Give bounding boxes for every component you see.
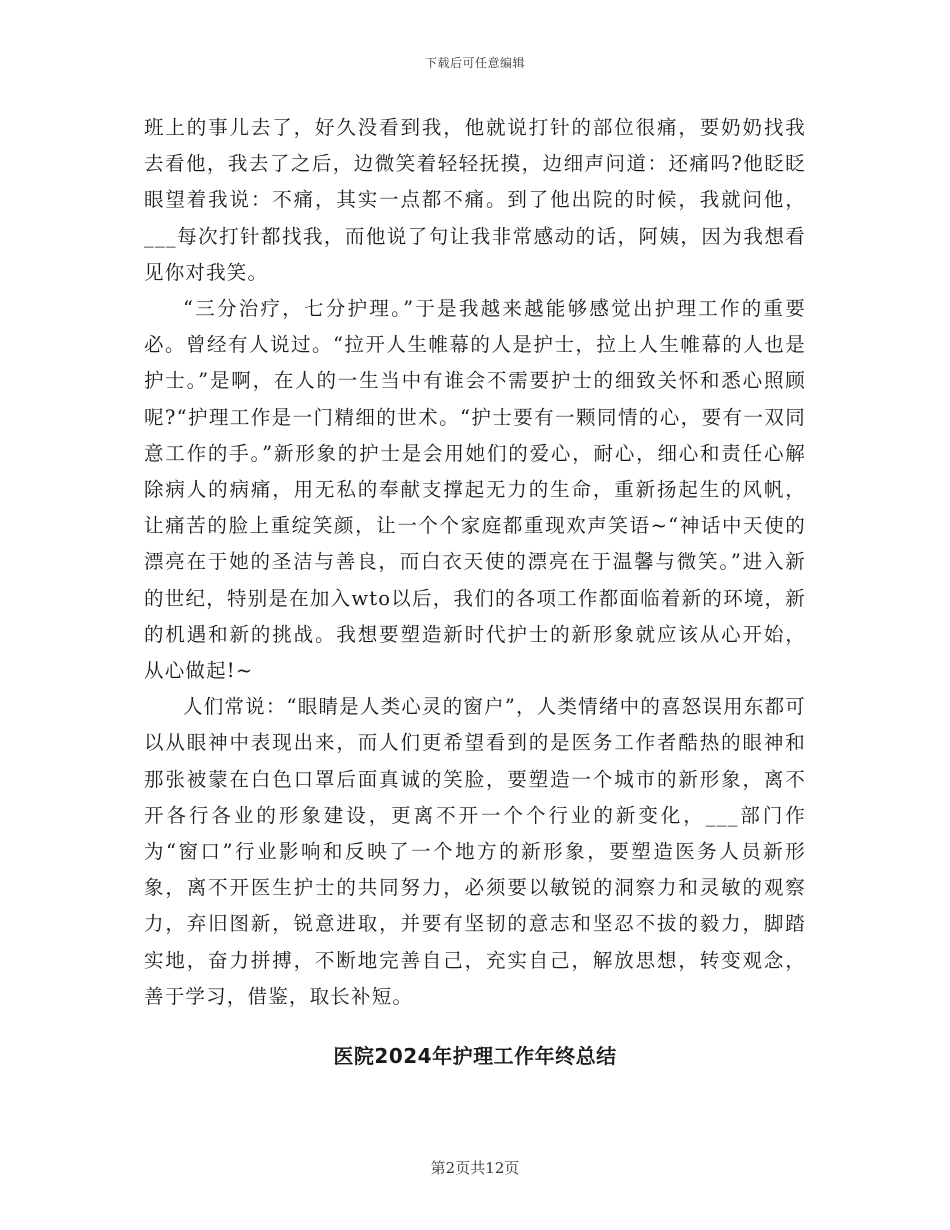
page-number: 第2页共12页 xyxy=(430,1159,520,1177)
document-body xyxy=(144,110,806,1015)
paragraph: 班上的事儿去了，好久没看到我，他就说打针的部位很痛，要奶奶找我去看他，我去了之后，边微笑着轻轻抚摸，边细声问道：还痛吗?他眨眨眼望着我说：不痛，其实一点都不痛。到了他出院的时候，我就问他，___每次打针都找我，而他说了句让我非常感动的话，阿姨，因为我想看见你对我笑。 xyxy=(144,116,806,284)
section-heading: 医院2024年护理工作年终总结 xyxy=(333,1044,617,1068)
page-header: 下载后可任意编辑 xyxy=(424,56,525,70)
paragraph: “三分治疗，七分护理。”于是我越来越能够感觉出护理工作的重要必。曾经有人说过。“拉开人生帷幕的人是护士，拉上人生帷幕的人也是护士。”是啊，在人的一生当中有谁会不需要护士的细致关怀和悉心照顾呢?“护理工作是一门精细的世术。“护士要有一颗同情的心，要有一双同意工作的手。”新形象的护士是会用她们的爱心，耐心，细心和责任心解除病人的病痛，用无私的奉献支撑起无力的生命，重新扬起生的风帆，让痛苦的脸上重绽笑颜，让一个个家庭都重现欢声笑语~“神话中天使的漂亮在于她的圣洁与善良，而白衣天使的漂亮在于温馨与微笑。”进入新的世纪，特别是在加入wto以后，我们的各项工作都面临着新的环境，新的机遇和新的挑战。我想要塑造新时代护士的新形象就应该从心开始，从心做起!~ xyxy=(144,297,806,683)
paragraph: 人们常说：“眼睛是人类心灵的窗户”，人类情绪中的喜怒误用东都可以从眼神中表现出来，而人们更希望看到的是医务工作者酷热的眼神和那张被蒙在白色口罩后面真诚的笑脸，要塑造一个城市的新形象，离不开各行各业的形象建设，更离不开一个个行业的新变化，___部门作为“窗口”行业影响和反映了一个地方的新形象，要塑造医务人员新形象，离不开医生护士的共同努力，必须要以敏锐的洞察力和灵敏的观察力，弃旧图新，锐意进取，并要有坚韧的意志和坚忍不拔的毅力，脚踏实地，奋力拼搏，不断地完善自己，充实自己，解放思想，转变观念，善于学习，借鉴，取长补短。 xyxy=(144,695,806,1008)
